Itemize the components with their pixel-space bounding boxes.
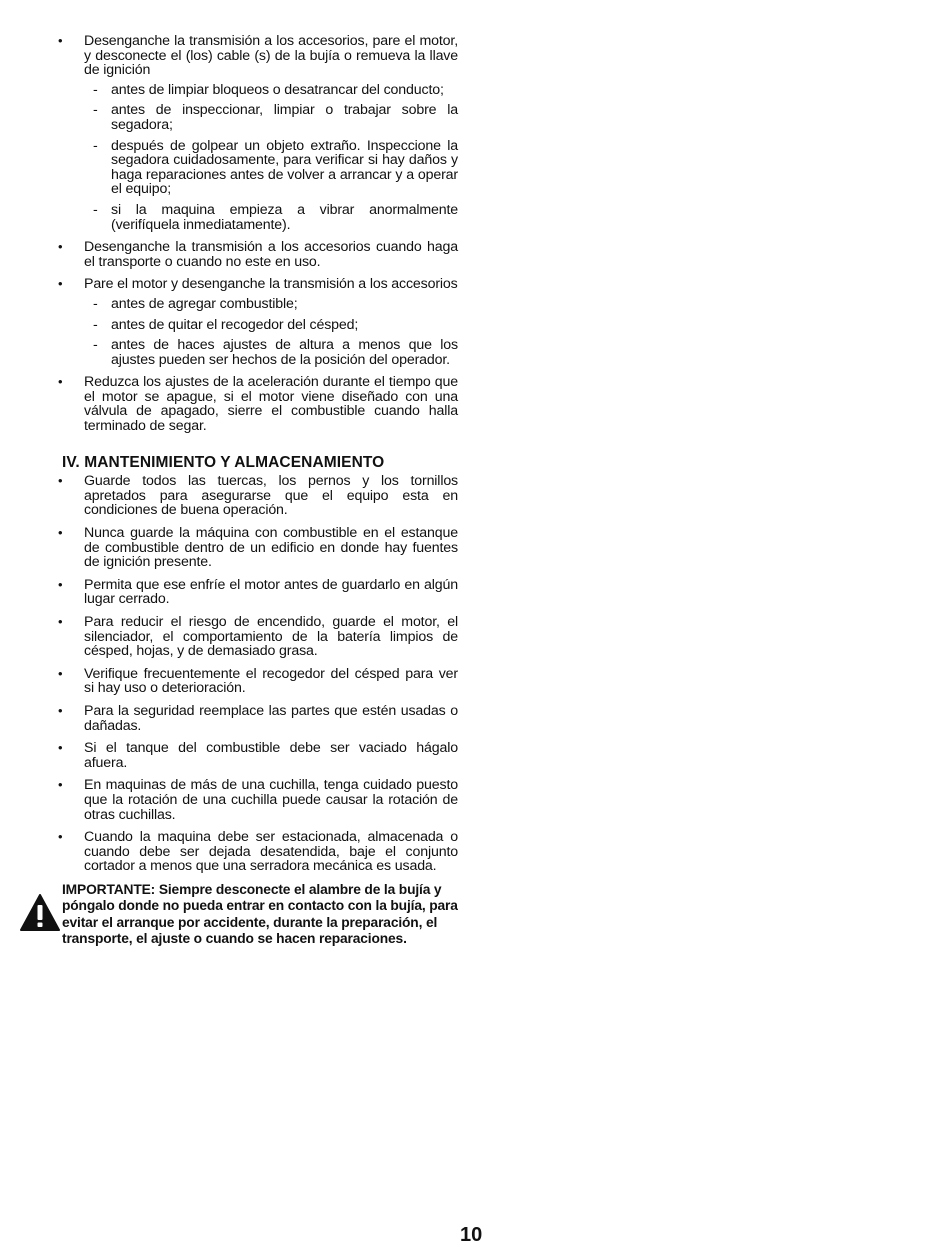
sub-list-item: - antes de inspeccionar, limpiar o trabajar sobre la segadora; [84, 103, 458, 132]
list-item [58, 277, 458, 367]
sub-list-item: - después de golpear un objeto extraño. Inspeccione la segadora cuidadosamente, para verificar si hay daños y haga reparaciones antes de volver a arrancar y a operar el equipo; [84, 139, 458, 197]
list-item: • En maquinas de más de una cuchilla, tenga cuidado puesto que la rotación de una cuchilla puede causar la rotación de otras cuchillas. [58, 778, 458, 822]
list-item: • Si el tanque del combustible debe ser vaciado hágalo afuera. [58, 741, 458, 770]
list-item: • Cuando la maquina debe ser estacionada, almacenada o cuando debe ser dejada desatendida, baje el conjunto cortador a menos que una serradora mecánica es usada. [58, 830, 458, 874]
section-heading: IV. MANTENIMIENTO Y ALMACENAMIENTO [62, 453, 385, 471]
sub-list [84, 83, 458, 232]
safety-bullet-list [58, 34, 458, 434]
list-item: • Permita que ese enfríe el motor antes de guardarlo en algún lugar cerrado. [58, 578, 458, 607]
sub-list-item: - antes de haces ajustes de altura a menos que los ajustes pueden ser hechos de la posición del operador. [84, 338, 458, 367]
sub-list-item: - antes de limpiar bloqueos o desatrancar del conducto; [84, 83, 458, 98]
list-item [58, 375, 458, 433]
list-item-text: Desenganche la transmisión a los accesorios, pare el motor, y desconecte el (los) cable (s) de la bujía o remueva la llave de ignición [84, 33, 458, 79]
page-number: 10 [460, 1224, 483, 1246]
sub-list-item: - antes de quitar el recogedor del césped; [84, 318, 458, 333]
list-item [58, 34, 458, 232]
important-warning [58, 882, 458, 948]
list-item [58, 240, 458, 269]
list-item: • Guarde todos las tuercas, los pernos y los tornillos apretados para asegurarse que el equipo esta en condiciones de buena operación. [58, 474, 458, 518]
list-item-text: Desenganche la transmisión a los accesorios cuando haga el transporte o cuando no este en uso. [84, 239, 458, 270]
list-item: • Para reducir el riesgo de encendido, guarde el motor, el silenciador, el comportamiento de la batería limpios de césped, hojas, y de demasiado grasa. [58, 615, 458, 659]
warning-triangle-icon [20, 894, 60, 932]
list-item-text: Reduzca los ajustes de la aceleración durante el tiempo que el motor se apague, si el motor viene diseñado con una válvula de apagado, sierre el combustible cuando halla terminado de segar. [84, 374, 458, 435]
important-text: IMPORTANTE: Siempre desconecte el alambre de la bujía y póngalo donde no pueda entrar en contacto con la bujía, para evitar el arranque por accidente, durante la preparación, el transporte, el ajuste o cuando se hacen reparaciones. [62, 881, 458, 947]
list-item: • Nunca guarde la máquina con combustible en el estanque de combustible dentro de un edificio en donde hay fuentes de ignición presente. [58, 526, 458, 570]
list-item-text: Pare el motor y desenganche la transmisión a los accesorios [84, 276, 458, 293]
sub-list-item: - antes de agregar combustible; [84, 297, 458, 312]
sub-list-item: - si la maquina empieza a vibrar anormalmente (verifíquela inmediatamente). [84, 203, 458, 232]
sub-list [84, 297, 458, 367]
list-item: • Verifique frecuentemente el recogedor del césped para ver si hay uso o deterioración. [58, 667, 458, 696]
text-column [58, 34, 458, 948]
list-item: • Para la seguridad reemplace las partes que estén usadas o dañadas. [58, 704, 458, 733]
maintenance-bullet-list [58, 474, 458, 874]
